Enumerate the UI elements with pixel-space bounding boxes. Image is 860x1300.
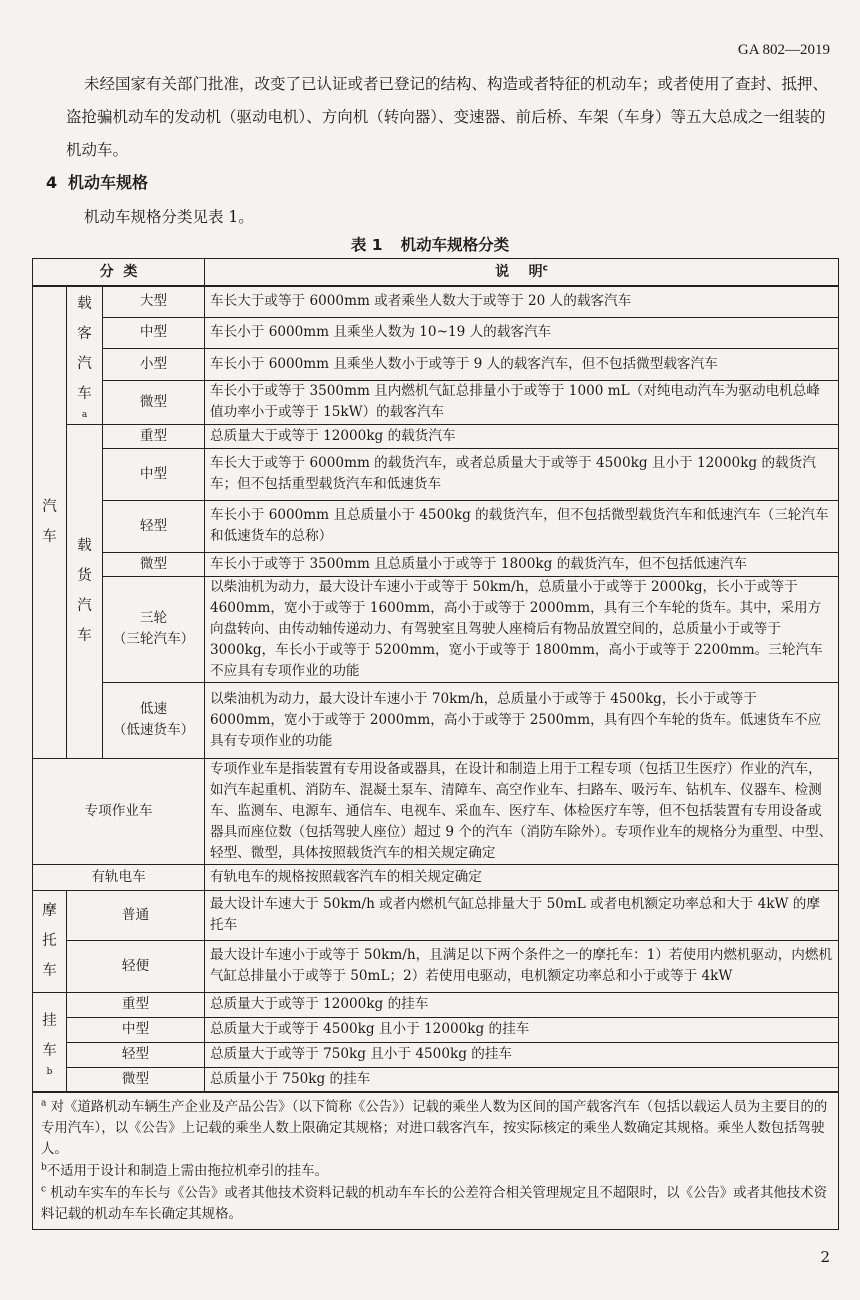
footnote-text: 机动车实车的车长与《公告》或者其他技术资料记载的机动车车长的公差符合相关管理规定且不超限时，以《公告》或者其他技术资料记载的机动车车长确定其规格。 — [41, 1186, 827, 1222]
table-row — [33, 1042, 839, 1067]
size-cell — [67, 1042, 205, 1067]
size-cell — [103, 424, 205, 448]
size-label: 中型 — [139, 324, 168, 340]
size-cell — [103, 317, 205, 348]
table-row — [33, 1067, 839, 1092]
table-row — [33, 1017, 839, 1042]
header-desc-label: 说 明 — [495, 263, 543, 280]
category-passenger-car-footnote-mark: a — [81, 410, 88, 421]
size-label: 中型 — [121, 1021, 150, 1037]
description-cell: 最大设计车速小于或等于 50km/h，且满足以下两个条件之一的摩托车：1）若使用内燃机驱动，内燃机气缸总排量小于或等于 50mL；2）若使用电驱动，电机额定功率总和小于或等于 4kW — [205, 940, 839, 992]
table-row — [33, 864, 839, 890]
table-row — [33, 317, 839, 348]
size-sublabel: （三轮汽车） — [112, 631, 195, 647]
category-truck-char: 载 — [77, 538, 92, 554]
table-footnotes-row — [33, 1092, 839, 1230]
category-motorcycle-char: 车 — [42, 963, 57, 979]
size-cell — [67, 992, 205, 1017]
table-row — [33, 500, 839, 552]
table-row — [33, 992, 839, 1017]
description-cell: 有轨电车的规格按照载客汽车的相关规定确定 — [205, 864, 839, 890]
description-cell: 总质量大于或等于 12000kg 的挂车 — [205, 992, 839, 1017]
table-title-text: 机动车规格分类 — [400, 236, 510, 254]
size-cell — [103, 348, 205, 380]
category-motorcycle — [33, 890, 67, 992]
size-cell — [67, 940, 205, 992]
description-cell: 车长小于或等于 3500mm 且内燃机气缸总排量小于或等于 1000 mL（对纯电动汽车为驱动电机总峰值功率小于或等于 15kW）的载客汽车 — [205, 380, 839, 424]
description-cell: 以柴油机为动力，最大设计车速小于 70km/h，总质量小于或等于 4500kg，长小于或等于 6000mm，宽小于或等于 2000mm，高小于或等于 2500mm，具有四个车轮的货车。低速货车不应具有专项作业的功能 — [205, 682, 839, 758]
table-row — [33, 448, 839, 500]
size-label: 轻便 — [121, 957, 150, 974]
size-cell — [67, 1017, 205, 1042]
size-cell — [103, 576, 205, 682]
category-truck-char: 货 — [77, 568, 92, 584]
description-cell: 总质量大于或等于 4500kg 且小于 12000kg 的挂车 — [205, 1017, 839, 1042]
footnote — [41, 1183, 830, 1225]
section-title: 机动车规格 — [68, 173, 149, 192]
description-cell: 车长小于 6000mm 且总质量小于 4500kg 的载货汽车，但不包括微型载货汽车和低速汽车（三轮汽车和低速货车的总称） — [205, 500, 839, 552]
section-number: 4 — [46, 173, 58, 192]
size-label: 轻型 — [121, 1046, 150, 1062]
description-cell: 总质量大于或等于 750kg 且小于 4500kg 的挂车 — [205, 1042, 839, 1067]
size-label: 微型 — [139, 393, 168, 410]
category-automobile-char: 汽 — [42, 499, 57, 516]
size-label: 普通 — [121, 906, 150, 923]
size-label: 微型 — [139, 555, 168, 572]
category-trailer-char: 挂 — [42, 1012, 57, 1029]
size-cell — [67, 890, 205, 940]
page-number: 2 — [820, 1248, 830, 1266]
category-special-vehicle: 专项作业车 — [33, 758, 205, 864]
category-automobile — [33, 286, 67, 758]
table-row — [33, 380, 839, 424]
size-label: 重型 — [121, 996, 150, 1012]
description-cell: 车长小于或等于 3500mm 且总质量小于或等于 1800kg 的载货汽车，但不包括低速汽车 — [205, 552, 839, 576]
category-passenger-car-char: 载 — [77, 296, 92, 313]
category-tram: 有轨电车 — [33, 864, 205, 890]
size-label: 大型 — [139, 293, 168, 310]
footnote-mark: c — [41, 1184, 47, 1195]
category-trailer-char: 车 — [42, 1042, 57, 1059]
size-label: 微型 — [121, 1070, 150, 1087]
description-cell: 车长大于或等于 6000mm 的载货汽车，或者总质量大于或等于 4500kg 且小于 12000kg 的载货汽车；但不包括重型载货汽车和低速货车 — [205, 448, 839, 500]
category-passenger-car-char: 汽 — [77, 356, 92, 373]
table-row — [33, 940, 839, 992]
size-label: 低速 — [139, 701, 168, 717]
size-label: 轻型 — [139, 517, 168, 534]
size-cell — [103, 286, 205, 317]
category-truck-char: 汽 — [77, 598, 92, 614]
size-cell — [103, 500, 205, 552]
size-cell — [67, 1067, 205, 1092]
footnote — [41, 1161, 830, 1182]
category-passenger-car — [67, 286, 103, 424]
footnote-text: 对《道路机动车辆生产企业及产品公告》（以下简称《公告》）记载的乘坐人数为区间的国产载客汽车（包括以载运人员为主要目的的专用汽车），以《公告》上记载的乘坐人数上限确定其规格；对进口载客汽车，按实际核定的乘坐人数确定其规格。乘坐人数包括驾驶人。 — [41, 1100, 828, 1157]
category-automobile-char: 车 — [42, 529, 57, 546]
table-row — [33, 576, 839, 682]
description-cell: 最大设计车速大于 50km/h 或者内燃机气缸总排量大于 50mL 或者电机额定功率总和大于 4kW 的摩托车 — [205, 890, 839, 940]
category-passenger-car-char: 客 — [77, 326, 92, 343]
category-trailer — [33, 992, 67, 1092]
size-label: 重型 — [139, 427, 168, 444]
header-class: 分 类 — [33, 259, 205, 287]
size-cell — [103, 682, 205, 758]
footnote-mark: a — [41, 1098, 47, 1109]
section-intro: 机动车规格分类见表 1。 — [84, 208, 254, 226]
size-cell — [103, 448, 205, 500]
size-label: 三轮 — [139, 610, 168, 626]
description-cell: 车长小于 6000mm 且乘坐人数为 10~19 人的载客汽车 — [205, 317, 839, 348]
description-cell: 车长小于 6000mm 且乘坐人数小于或等于 9 人的载客汽车，但不包括微型载客汽车 — [205, 348, 839, 380]
table-row — [33, 286, 839, 317]
table-title — [0, 233, 860, 255]
size-label: 小型 — [139, 355, 168, 372]
vehicle-spec-table — [32, 258, 839, 1230]
description-cell: 专项作业车是指装置有专用设备或器具，在设计和制造上用于工程专项（包括卫生医疗）作业的汽车，如汽车起重机、消防车、混凝土泵车、清障车、高空作业车、扫路车、吸污车、钻机车、仪器车、检测车、监测车、电源车、通信车、电视车、采血车、医疗车、体检医疗车等，但不包括装置有专用设备或器具而座位数（包括驾驶人座位）超过 9 个的汽车（消防车除外）。专项作业车的规格分为重型、中型、轻型、微型，具体按照载货汽车的相关规定确定 — [205, 758, 839, 864]
intro-paragraph: 未经国家有关部门批准，改变了已认证或者已登记的结构、构造或者特征的机动车；或者使用了查封、抵押、盗抢骗机动车的发动机（驱动电机）、方向机（转向器）、变速器、前后桥、车架（车身）等五大总成之一组装的机动车。 — [66, 75, 829, 159]
category-motorcycle-char: 托 — [42, 933, 57, 949]
description-cell: 以柴油机为动力，最大设计车速小于或等于 50km/h，总质量小于或等于 2000kg，长小于或等于 4600mm，宽小于或等于 1600mm，高小于或等于 2000mm，具有三个车轮的货车。其中，采用方向盘转向、由传动轴传递动力、有驾驶室且驾驶人座椅后有物品放置空间的，总质量小于或等于 3000kg，车长小于或等于 5200mm，宽小于或等于 1800mm，高小于或等于 2200mm。三轮汽车不应具有专项作业的功能 — [205, 576, 839, 682]
category-trailer-footnote-mark: b — [46, 1066, 53, 1077]
section-heading — [46, 170, 148, 193]
footnote — [41, 1097, 830, 1160]
description-cell: 总质量大于或等于 12000kg 的载货汽车 — [205, 424, 839, 448]
table-header-row — [33, 259, 839, 287]
table-row — [33, 890, 839, 940]
category-truck-char: 车 — [77, 628, 92, 644]
footnote-text: 不适用于设计和制造上需由拖拉机牵引的挂车。 — [46, 1164, 328, 1179]
category-motorcycle-char: 摩 — [42, 903, 57, 919]
category-passenger-car-char: 车 — [77, 386, 92, 403]
size-label: 中型 — [139, 465, 168, 482]
size-sublabel: （低速货车） — [112, 722, 195, 738]
table-row — [33, 682, 839, 758]
footnotes-cell — [33, 1092, 839, 1230]
standard-code: GA 802—2019 — [737, 42, 830, 58]
table-row — [33, 424, 839, 448]
table-title-number: 表 1 — [350, 236, 383, 254]
description-cell: 车长大于或等于 6000mm 或者乘坐人数大于或等于 20 人的载客汽车 — [205, 286, 839, 317]
header-desc-footnote-mark: c — [542, 262, 548, 273]
header-desc — [205, 259, 839, 287]
table-row — [33, 758, 839, 864]
category-truck — [67, 424, 103, 758]
size-cell — [103, 552, 205, 576]
description-cell: 总质量小于 750kg 的挂车 — [205, 1067, 839, 1092]
size-cell — [103, 380, 205, 424]
footnote-mark: b — [41, 1162, 47, 1173]
table-row — [33, 552, 839, 576]
table-row — [33, 348, 839, 380]
